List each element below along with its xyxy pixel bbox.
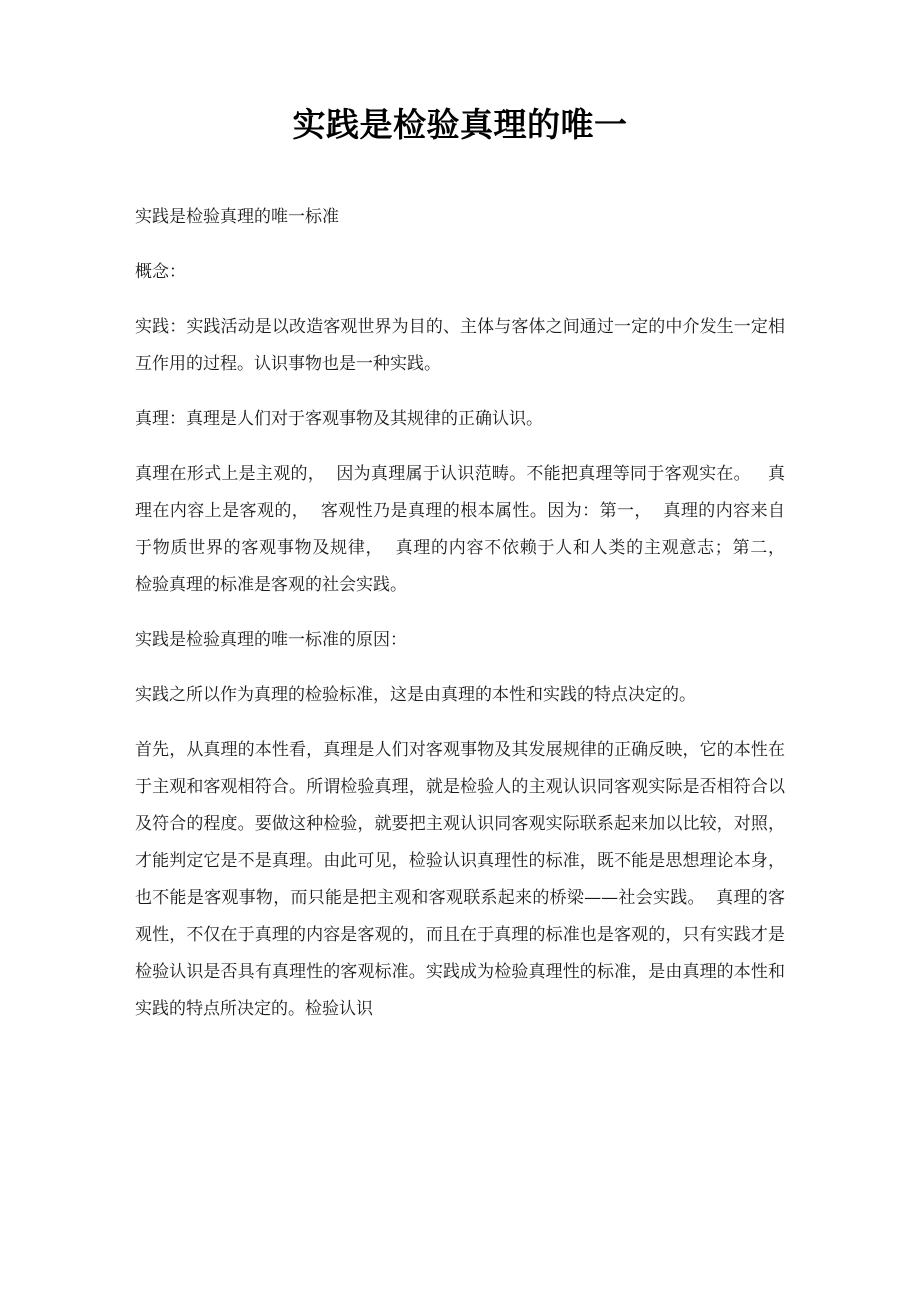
page-bottom-margin xyxy=(135,1028,785,1168)
page-title: 实践是检验真理的唯一 xyxy=(292,105,628,144)
paragraph-reason-summary: 实践之所以作为真理的检验标准，这是由真理的本性和实践的特点决定的。 xyxy=(135,685,696,706)
paragraph-reason-heading: 实践是检验真理的唯一标准的原因： xyxy=(135,630,407,651)
paragraph-concept-heading: 概念： xyxy=(135,262,186,283)
paragraph-subtitle: 实践是检验真理的唯一标准 xyxy=(135,207,339,228)
paragraph-practice-definition: 实践：实践活动是以改造客观世界为目的、主体与客体之间通过一定的中介发生一定相互作用的过程。认识事物也是一种实践。 xyxy=(135,317,785,375)
paragraph-truth-form-content: 真理在形式上是主观的， 因为真理属于认识范畴。不能把真理等同于客观实在。 真理在内容上是客观的， 客观性乃是真理的根本属性。因为：第一， 真理的内容来自于物质世界的客观事物及规律， 真理的内容不依赖于人和人类的主观意志；第二， 检验真理的标准是客观的社会实践。 xyxy=(135,464,796,596)
document-content xyxy=(135,0,796,1168)
paragraph-first-argument: 首先，从真理的本性看，真理是人们对客观事物及其发展规律的正确反映，它的本性在于主观和客观相符合。所谓检验真理，就是检验人的主观认识同客观实际是否相符合以及符合的程度。要做这种检验，就要把主观认识同客观实际联系起来加以比较，对照，才能判定它是不是真理。由此可见，检验认识真理性的标准，既不能是思想理论本身，也不能是客观事物，而只能是把主观和客观联系起来的桥梁——社会实践。 真理的客观性，不仅在于真理的内容是客观的，而且在于真理的标准也是客观的，只有实践才是检验认识是否具有真理性的客观标准。实践成为检验真理性的标准，是由真理的本性和实践的特点所决定的。检验认识 xyxy=(135,740,785,1020)
paragraph-truth-definition: 真理：真理是人们对于客观事物及其规律的正确认识。 xyxy=(135,409,543,430)
